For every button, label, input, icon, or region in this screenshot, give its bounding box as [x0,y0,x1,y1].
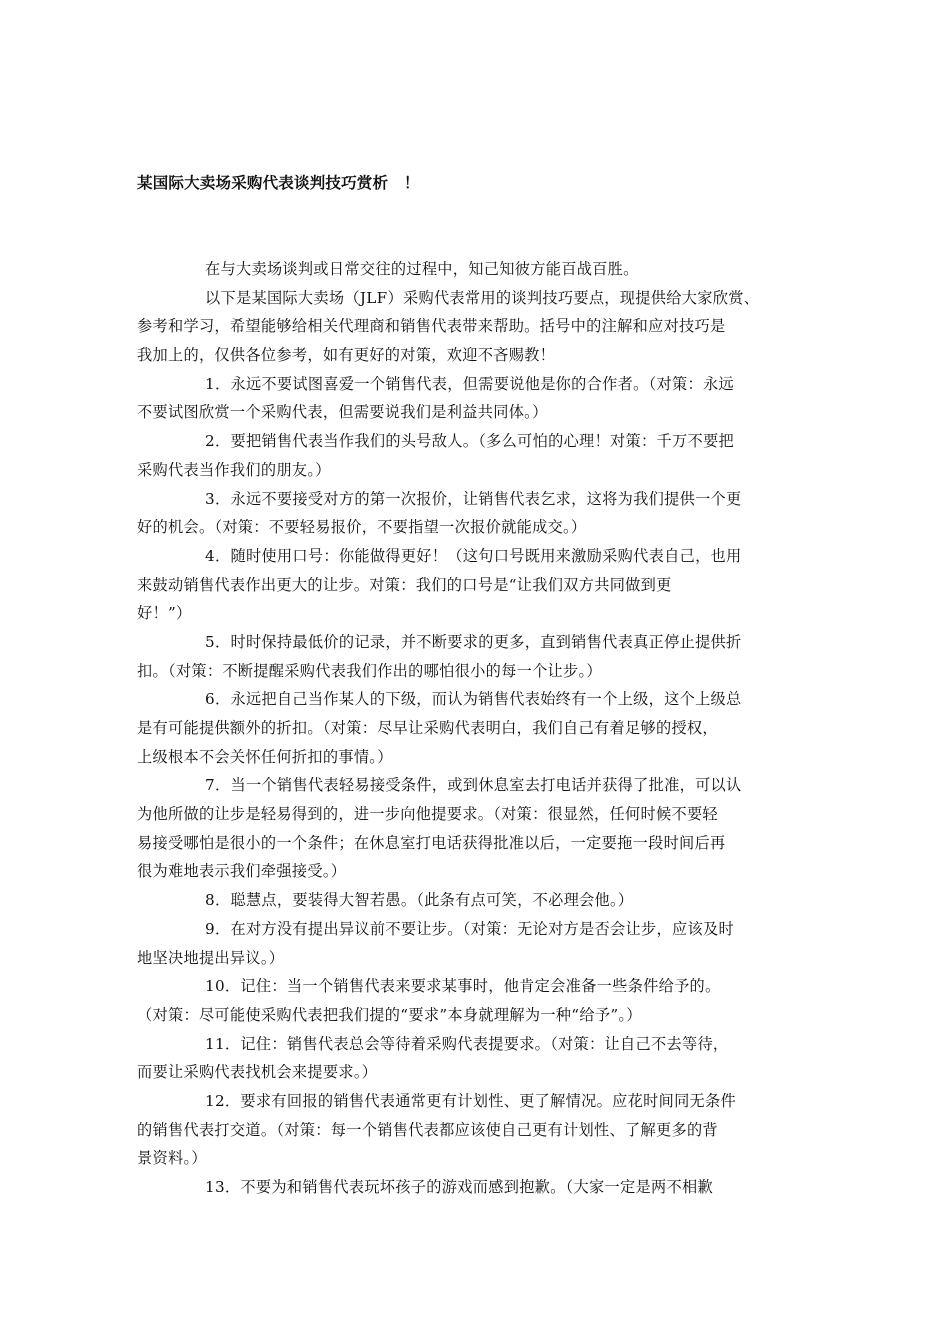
text-line: 5．时时保持最低价的记录，并不断要求的更多，直到销售代表真正停止提供折 [205,632,742,651]
text-line: 11．记住：销售代表总会等待着采购代表提要求。（对策：让自己不去等待， [205,1034,729,1053]
text-line: （对策：尽可能使采购代表把我们提的“要求”本身就理解为一种“给予”。） [137,1005,642,1024]
text-line: 为他所做的让步是轻易得到的，进一步向他提要求。（对策：很显然，任何时候不要轻 [137,805,718,824]
text-line: 采购代表当作我们的朋友。） [137,460,331,479]
text-line: 很为难地表示我们牵强接受。） [137,862,347,881]
text-line: 景资料。） [137,1149,207,1168]
text-line: 好的机会。（对策：不要轻易报价，不要指望一次报价就能成交。） [137,518,587,537]
text-line: 我加上的，仅供各位参考，如有更好的对策，欢迎不吝赐教！ [137,346,556,365]
text-line: 易接受哪怕是很小的一个条件；在休息室打电话获得批准以后，一定要拖一段时间后再 [137,833,726,852]
text-line: 来鼓动销售代表作出更大的让步。对策：我们的口号是“让我们双方共同做到更 [137,575,672,594]
text-line: 在与大卖场谈判或日常交往的过程中，知己知彼方能百战百胜。 [205,260,639,278]
text-line: 参考和学习，希望能够给相关代理商和销售代表带来帮助。括号中的注解和应对技巧是 [137,317,726,336]
text-line: 是有可能提供额外的折扣。（对策：尽早让采购代表明白，我们自己有着足够的授权， [137,719,718,737]
text-line: 地坚决地提出异议。） [137,948,285,967]
text-line: 6．永远把自己当作某人的下级，而认为销售代表始终有一个上级，这个上级总 [205,690,742,709]
text-line: 上级根本不会关怀任何折扣的事情。） [137,747,393,766]
text-line: 的销售代表打交道。（对策：每一个销售代表都应该使自己更有计划性、了解更多的背 [137,1120,718,1139]
text-line: 4．随时使用口号：你能做得更好！（这句口号既用来激励采购代表自己，也用 [205,546,742,565]
text-line: 7．当一个销售代表轻易接受条件，或到休息室去打电话并获得了批准，可以认 [205,776,742,795]
text-line: 以下是某国际大卖场（JLF）采购代表常用的谈判技巧要点，现提供给大家欣赏、 [205,288,760,307]
text-line: 1．永远不要试图喜爱一个销售代表，但需要说他是你的合作者。（对策：永远 [205,374,734,393]
text-line: 好！”） [137,604,192,623]
text-line: 扣。（对策：不断提醒采购代表我们作出的哪怕很小的每一个让步。） [137,661,602,680]
text-line: 2．要把销售代表当作我们的头号敌人。（多么可怕的心理！对策：千万不要把 [205,432,734,451]
text-line: 而要让采购代表找机会来提要求。） [137,1063,378,1082]
text-line: 9．在对方没有提出异议前不要让步。（对策：无论对方是否会让步，应该及时 [205,919,734,938]
text-line: 8．聪慧点，要装得大智若愚。（此条有点可笑，不必理会他。） [205,891,634,910]
document-body [137,255,827,1202]
text-line: 3．永远不要接受对方的第一次报价，让销售代表乞求，这将为我们提供一个更 [205,489,742,508]
text-line: 10．记住：当一个销售代表来要求某事时，他肯定会准备一些条件给予的。 [205,977,721,996]
text-line: 13．不要为和销售代表玩坏孩子的游戏而感到抱歉。（大家一定是两不相歉 [205,1178,713,1196]
text-line: 不要试图欣赏一个采购代表，但需要说我们是利益共同体。） [137,403,548,422]
document-title: 某国际大卖场采购代表谈判技巧赏析 ！ [137,174,420,192]
text-line: 12．要求有回报的销售代表通常更有计划性、更了解情况。应花时间同无条件 [205,1091,737,1110]
